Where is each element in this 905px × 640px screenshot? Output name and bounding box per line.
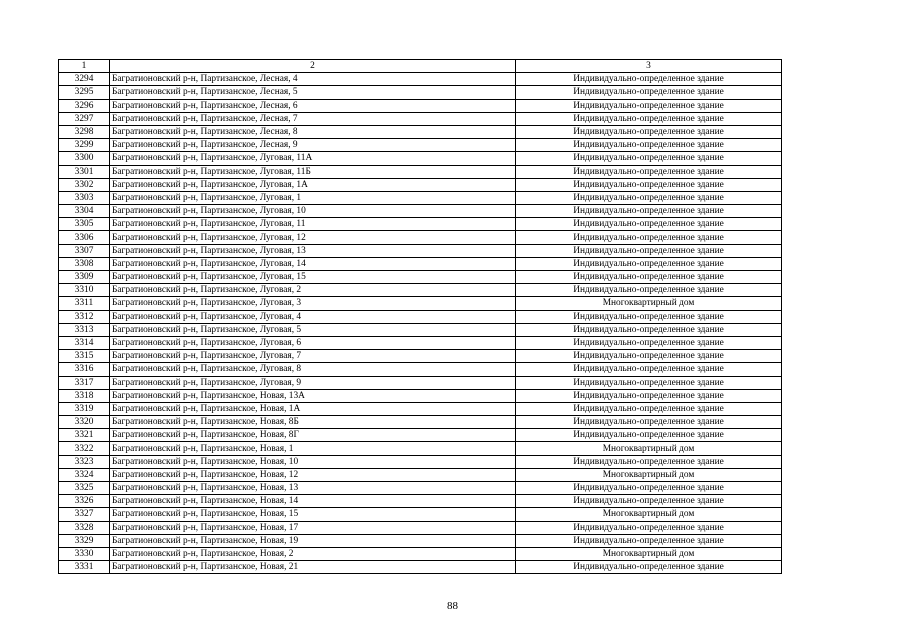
- table-row: [59, 125, 782, 138]
- address-cell: Багратионовский р-н, Партизанское, Новая, 2: [110, 547, 516, 560]
- building-type-cell: Многоквартирный дом: [516, 468, 782, 481]
- row-number-cell: 3298: [59, 125, 110, 138]
- row-number-cell: 3322: [59, 442, 110, 455]
- building-type-cell: Многоквартирный дом: [516, 508, 782, 521]
- row-number-cell: 3299: [59, 139, 110, 152]
- table-row: [59, 482, 782, 495]
- table-row: [59, 455, 782, 468]
- building-type-cell: Индивидуально-определенное здание: [516, 323, 782, 336]
- building-type-cell: Индивидуально-определенное здание: [516, 402, 782, 415]
- row-number-cell: 3308: [59, 257, 110, 270]
- address-cell: Багратионовский р-н, Партизанское, Луговая, 3: [110, 297, 516, 310]
- row-number-cell: 3295: [59, 86, 110, 99]
- row-number-cell: 3331: [59, 561, 110, 574]
- address-cell: Багратионовский р-н, Партизанское, Новая, 13А: [110, 389, 516, 402]
- address-cell: Багратионовский р-н, Партизанское, Луговая, 11: [110, 218, 516, 231]
- address-cell: Багратионовский р-н, Партизанское, Новая, 14: [110, 495, 516, 508]
- building-type-cell: Индивидуально-определенное здание: [516, 495, 782, 508]
- building-type-cell: Индивидуально-определенное здание: [516, 112, 782, 125]
- building-type-cell: Многоквартирный дом: [516, 297, 782, 310]
- table-row: [59, 521, 782, 534]
- table-row: [59, 389, 782, 402]
- address-cell: Багратионовский р-н, Партизанское, Луговая, 15: [110, 271, 516, 284]
- building-type-cell: Индивидуально-определенное здание: [516, 561, 782, 574]
- row-number-cell: 3326: [59, 495, 110, 508]
- building-type-cell: Индивидуально-определенное здание: [516, 350, 782, 363]
- address-cell: Багратионовский р-н, Партизанское, Луговая, 8: [110, 363, 516, 376]
- table-row: [59, 231, 782, 244]
- building-type-cell: Индивидуально-определенное здание: [516, 191, 782, 204]
- row-number-cell: 3314: [59, 336, 110, 349]
- table-row: [59, 336, 782, 349]
- building-type-cell: Индивидуально-определенное здание: [516, 73, 782, 86]
- building-type-cell: Индивидуально-определенное здание: [516, 244, 782, 257]
- row-number-cell: 3316: [59, 363, 110, 376]
- row-number-cell: 3324: [59, 468, 110, 481]
- address-cell: Багратионовский р-н, Партизанское, Новая, 19: [110, 534, 516, 547]
- table-row: [59, 205, 782, 218]
- address-cell: Багратионовский р-н, Партизанское, Луговая, 9: [110, 376, 516, 389]
- page-number: 88: [447, 600, 458, 612]
- table-row: [59, 73, 782, 86]
- address-cell: Багратионовский р-н, Партизанское, Лесная, 4: [110, 73, 516, 86]
- building-type-cell: Индивидуально-определенное здание: [516, 336, 782, 349]
- table-row: [59, 191, 782, 204]
- row-number-cell: 3300: [59, 152, 110, 165]
- building-type-cell: Индивидуально-определенное здание: [516, 482, 782, 495]
- table-row: [59, 99, 782, 112]
- row-number-cell: 3320: [59, 416, 110, 429]
- row-number-cell: 3329: [59, 534, 110, 547]
- address-cell: Багратионовский р-н, Партизанское, Новая, 8Б: [110, 416, 516, 429]
- address-cell: Багратионовский р-н, Партизанское, Луговая, 2: [110, 284, 516, 297]
- address-cell: Багратионовский р-н, Партизанское, Новая, 21: [110, 561, 516, 574]
- table-row: [59, 139, 782, 152]
- table-row: [59, 547, 782, 560]
- building-type-cell: Индивидуально-определенное здание: [516, 284, 782, 297]
- address-cell: Багратионовский р-н, Партизанское, Новая, 17: [110, 521, 516, 534]
- table-row: [59, 86, 782, 99]
- row-number-cell: 3304: [59, 205, 110, 218]
- address-cell: Багратионовский р-н, Партизанское, Новая, 15: [110, 508, 516, 521]
- table-row: [59, 376, 782, 389]
- table-row: [59, 508, 782, 521]
- table-header-row: [59, 60, 782, 73]
- table-row: [59, 284, 782, 297]
- column-header-3: 3: [516, 60, 782, 73]
- building-type-cell: Индивидуально-определенное здание: [516, 205, 782, 218]
- address-cell: Багратионовский р-н, Партизанское, Новая, 8Г: [110, 429, 516, 442]
- row-number-cell: 3312: [59, 310, 110, 323]
- address-cell: Багратионовский р-н, Партизанское, Лесная, 8: [110, 125, 516, 138]
- building-type-cell: Индивидуально-определенное здание: [516, 218, 782, 231]
- row-number-cell: 3327: [59, 508, 110, 521]
- building-type-cell: Индивидуально-определенное здание: [516, 389, 782, 402]
- building-type-cell: Индивидуально-определенное здание: [516, 125, 782, 138]
- address-cell: Багратионовский р-н, Партизанское, Луговая, 1А: [110, 178, 516, 191]
- address-cell: Багратионовский р-н, Партизанское, Новая, 12: [110, 468, 516, 481]
- building-type-cell: Индивидуально-определенное здание: [516, 376, 782, 389]
- address-cell: Багратионовский р-н, Партизанское, Лесная, 6: [110, 99, 516, 112]
- table-row: [59, 442, 782, 455]
- address-cell: Багратионовский р-н, Партизанское, Луговая, 4: [110, 310, 516, 323]
- table-row: [59, 310, 782, 323]
- address-cell: Багратионовский р-н, Партизанское, Луговая, 13: [110, 244, 516, 257]
- row-number-cell: 3310: [59, 284, 110, 297]
- building-type-cell: Многоквартирный дом: [516, 547, 782, 560]
- row-number-cell: 3296: [59, 99, 110, 112]
- row-number-cell: 3307: [59, 244, 110, 257]
- table-row: [59, 468, 782, 481]
- address-cell: Багратионовский р-н, Партизанское, Новая, 1: [110, 442, 516, 455]
- building-type-cell: Индивидуально-определенное здание: [516, 178, 782, 191]
- table-row: [59, 534, 782, 547]
- table-row: [59, 429, 782, 442]
- row-number-cell: 3309: [59, 271, 110, 284]
- building-type-cell: Индивидуально-определенное здание: [516, 152, 782, 165]
- building-type-cell: Индивидуально-определенное здание: [516, 231, 782, 244]
- table-row: [59, 112, 782, 125]
- row-number-cell: 3321: [59, 429, 110, 442]
- building-type-cell: Индивидуально-определенное здание: [516, 86, 782, 99]
- row-number-cell: 3303: [59, 191, 110, 204]
- row-number-cell: 3305: [59, 218, 110, 231]
- table-row: [59, 297, 782, 310]
- row-number-cell: 3323: [59, 455, 110, 468]
- table-row: [59, 561, 782, 574]
- column-header-1: 1: [59, 60, 110, 73]
- building-type-cell: Индивидуально-определенное здание: [516, 521, 782, 534]
- building-type-cell: Индивидуально-определенное здание: [516, 455, 782, 468]
- table-row: [59, 323, 782, 336]
- table-row: [59, 402, 782, 415]
- address-cell: Багратионовский р-н, Партизанское, Луговая, 6: [110, 336, 516, 349]
- row-number-cell: 3319: [59, 402, 110, 415]
- row-number-cell: 3318: [59, 389, 110, 402]
- address-cell: Багратионовский р-н, Партизанское, Луговая, 10: [110, 205, 516, 218]
- building-type-cell: Многоквартирный дом: [516, 442, 782, 455]
- address-cell: Багратионовский р-н, Партизанское, Новая, 10: [110, 455, 516, 468]
- buildings-table: [58, 59, 782, 574]
- row-number-cell: 3315: [59, 350, 110, 363]
- building-type-cell: Индивидуально-определенное здание: [516, 429, 782, 442]
- row-number-cell: 3328: [59, 521, 110, 534]
- building-type-cell: Индивидуально-определенное здание: [516, 363, 782, 376]
- table-row: [59, 178, 782, 191]
- row-number-cell: 3325: [59, 482, 110, 495]
- address-cell: Багратионовский р-н, Партизанское, Луговая, 11Б: [110, 165, 516, 178]
- table-row: [59, 257, 782, 270]
- building-type-cell: Индивидуально-определенное здание: [516, 139, 782, 152]
- address-cell: Багратионовский р-н, Партизанское, Луговая, 7: [110, 350, 516, 363]
- address-cell: Багратионовский р-н, Партизанское, Лесная, 7: [110, 112, 516, 125]
- row-number-cell: 3302: [59, 178, 110, 191]
- table-row: [59, 152, 782, 165]
- table-row: [59, 244, 782, 257]
- building-type-cell: Индивидуально-определенное здание: [516, 534, 782, 547]
- address-cell: Багратионовский р-н, Партизанское, Лесная, 9: [110, 139, 516, 152]
- address-cell: Багратионовский р-н, Партизанское, Луговая, 5: [110, 323, 516, 336]
- row-number-cell: 3301: [59, 165, 110, 178]
- table-row: [59, 350, 782, 363]
- table-row: [59, 165, 782, 178]
- building-type-cell: Индивидуально-определенное здание: [516, 271, 782, 284]
- table-row: [59, 271, 782, 284]
- address-cell: Багратионовский р-н, Партизанское, Лесная, 5: [110, 86, 516, 99]
- building-type-cell: Индивидуально-определенное здание: [516, 310, 782, 323]
- table-row: [59, 416, 782, 429]
- table-row: [59, 218, 782, 231]
- address-cell: Багратионовский р-н, Партизанское, Луговая, 1: [110, 191, 516, 204]
- address-cell: Багратионовский р-н, Партизанское, Луговая, 14: [110, 257, 516, 270]
- table-row: [59, 495, 782, 508]
- row-number-cell: 3311: [59, 297, 110, 310]
- row-number-cell: 3313: [59, 323, 110, 336]
- address-cell: Багратионовский р-н, Партизанское, Луговая, 12: [110, 231, 516, 244]
- building-type-cell: Индивидуально-определенное здание: [516, 165, 782, 178]
- row-number-cell: 3317: [59, 376, 110, 389]
- address-cell: Багратионовский р-н, Партизанское, Новая, 13: [110, 482, 516, 495]
- row-number-cell: 3294: [59, 73, 110, 86]
- building-type-cell: Индивидуально-определенное здание: [516, 257, 782, 270]
- table-body: [59, 60, 782, 574]
- building-type-cell: Индивидуально-определенное здание: [516, 99, 782, 112]
- address-cell: Багратионовский р-н, Партизанское, Новая, 1А: [110, 402, 516, 415]
- address-cell: Багратионовский р-н, Партизанское, Луговая, 11А: [110, 152, 516, 165]
- table-row: [59, 363, 782, 376]
- building-type-cell: Индивидуально-определенное здание: [516, 416, 782, 429]
- column-header-2: 2: [110, 60, 516, 73]
- row-number-cell: 3306: [59, 231, 110, 244]
- row-number-cell: 3330: [59, 547, 110, 560]
- row-number-cell: 3297: [59, 112, 110, 125]
